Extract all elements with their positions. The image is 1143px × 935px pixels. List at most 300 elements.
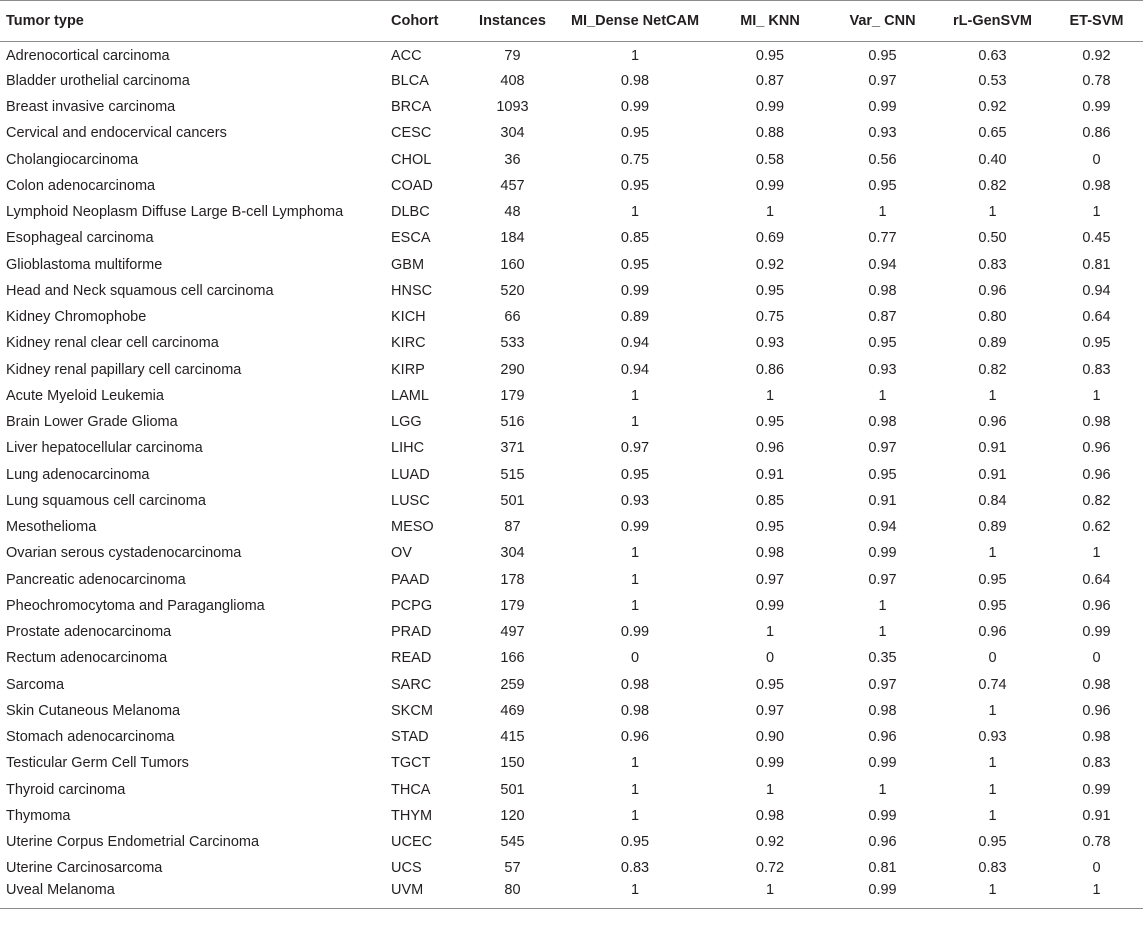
cell-rl-gensvm: 0.40 — [978, 151, 1007, 168]
cell-cohort: BRCA — [391, 99, 432, 116]
cell-cohort: STAD — [391, 729, 429, 746]
cell-var-cnn: 1 — [878, 781, 887, 798]
cell-instances: 371 — [500, 440, 525, 457]
cell-cohort: READ — [391, 650, 432, 667]
cell-mi-knn: 1 — [710, 882, 830, 909]
cell-tumor-type: Bladder urothelial carcinoma — [6, 72, 190, 89]
cell-instances: 57 — [504, 860, 521, 877]
cell-mi-knn: 0.85 — [755, 492, 785, 509]
cell-mi-dense-netcam: 0.95 — [620, 256, 650, 273]
cell-rl-gensvm: 1 — [988, 807, 997, 824]
cell-mi-dense-netcam: 0.94 — [620, 361, 650, 378]
cell-cohort: KIRC — [391, 335, 426, 352]
cell-tumor-type: Acute Myeloid Leukemia — [6, 387, 164, 404]
cell-mi-knn: 0.99 — [755, 755, 785, 772]
cell-var-cnn: 0.95 — [868, 335, 897, 352]
cell-var-cnn: 0.98 — [868, 414, 897, 431]
table-row — [0, 698, 1143, 724]
cell-tumor-type: Glioblastoma multiforme — [6, 256, 163, 273]
cell-instances: 545 — [500, 834, 525, 851]
cell-tumor-type: Breast invasive carcinoma — [6, 99, 176, 116]
cell-mi-knn: 0.96 — [755, 440, 785, 457]
cell-et-svm: 0.95 — [1082, 335, 1111, 352]
cell-tumor-type: Adrenocortical carcinoma — [6, 48, 170, 65]
cell-rl-gensvm: 0.74 — [978, 676, 1007, 693]
cell-var-cnn: 1 — [878, 597, 887, 614]
cell-mi-knn: 0.97 — [755, 702, 785, 719]
cell-mi-dense-netcam: 0.75 — [620, 151, 650, 168]
cell-var-cnn: 0.93 — [868, 361, 897, 378]
cell-mi-dense-netcam: 1 — [630, 48, 640, 65]
cell-instances: 408 — [500, 72, 525, 89]
cell-rl-gensvm: 0.53 — [978, 72, 1007, 89]
cell-mi-knn: 0.90 — [755, 729, 785, 746]
header-cohort: Cohort — [385, 1, 465, 42]
cell-mi-knn: 0.69 — [755, 230, 785, 247]
cell-rl-gensvm: 0.80 — [978, 309, 1007, 326]
cell-tumor-type: Kidney renal clear cell carcinoma — [6, 335, 219, 352]
cell-instances: 179 — [500, 597, 525, 614]
cell-mi-dense-netcam: 0.98 — [620, 702, 650, 719]
cell-tumor-type: Pheochromocytoma and Paraganglioma — [6, 597, 265, 614]
table-row — [0, 435, 1143, 461]
cell-instances: 120 — [500, 807, 525, 824]
cell-mi-knn: 0 — [765, 650, 775, 667]
table-row — [0, 829, 1143, 855]
cell-mi-knn: 0.58 — [755, 151, 785, 168]
cell-et-svm: 0.98 — [1082, 177, 1111, 194]
cell-cohort: KIRP — [391, 361, 425, 378]
cell-instances: 457 — [500, 177, 525, 194]
table-row — [0, 855, 1143, 881]
table-row — [0, 173, 1143, 199]
cell-mi-dense-netcam: 1 — [630, 571, 640, 588]
cell-var-cnn: 0.87 — [868, 309, 897, 326]
cell-mi-dense-netcam: 0.99 — [620, 99, 650, 116]
cell-instances: 178 — [500, 571, 525, 588]
cell-instances: 515 — [500, 466, 525, 483]
table-row — [0, 330, 1143, 356]
cell-var-cnn: 0.97 — [868, 440, 897, 457]
cell-et-svm: 0 — [1092, 151, 1101, 168]
cell-mi-dense-netcam: 0.95 — [620, 125, 650, 142]
cell-var-cnn: 1 — [878, 624, 887, 641]
cell-instances: 87 — [504, 519, 521, 536]
cell-rl-gensvm: 0 — [988, 650, 997, 667]
cell-tumor-type: Brain Lower Grade Glioma — [6, 414, 178, 431]
cell-rl-gensvm: 1 — [988, 387, 997, 404]
table-row — [0, 199, 1143, 225]
cell-rl-gensvm: 1 — [988, 545, 997, 562]
table-row — [0, 462, 1143, 488]
cell-et-svm: 0.64 — [1082, 571, 1111, 588]
cell-cohort: THCA — [391, 781, 431, 798]
cell-tumor-type: Testicular Germ Cell Tumors — [6, 755, 189, 772]
cell-mi-knn: 0.99 — [755, 99, 785, 116]
cell-tumor-type: Kidney Chromophobe — [6, 309, 147, 326]
cell-instances: 501 — [500, 781, 525, 798]
table-row — [0, 882, 1143, 909]
header-rl-gensvm: rL-GenSVM — [935, 1, 1050, 42]
cell-mi-knn: 0.72 — [755, 860, 785, 877]
cell-instances: 184 — [500, 230, 525, 247]
cell-instances: 290 — [500, 361, 525, 378]
cell-mi-dense-netcam: 0.98 — [620, 676, 650, 693]
cell-var-cnn: 0.99 — [830, 882, 935, 909]
cell-var-cnn: 0.99 — [868, 99, 897, 116]
cell-et-svm: 0.45 — [1082, 230, 1111, 247]
cell-et-svm: 0.96 — [1082, 597, 1111, 614]
cell-rl-gensvm: 0.95 — [978, 571, 1007, 588]
cell-cohort: LUSC — [391, 492, 430, 509]
table-row — [0, 383, 1143, 409]
cell-mi-dense-netcam: 1 — [630, 414, 640, 431]
cell-et-svm: 0.62 — [1082, 519, 1111, 536]
table-row — [0, 120, 1143, 146]
cell-mi-dense-netcam: 1 — [630, 781, 640, 798]
cell-var-cnn: 0.81 — [868, 860, 897, 877]
cell-mi-dense-netcam: 0.96 — [620, 729, 650, 746]
cell-tumor-type: Lung adenocarcinoma — [6, 466, 150, 483]
table-row — [0, 619, 1143, 645]
cell-cohort: UCEC — [391, 834, 433, 851]
table-row — [0, 567, 1143, 593]
cell-et-svm: 0.78 — [1082, 72, 1111, 89]
cell-cohort: DLBC — [391, 204, 430, 221]
cell-mi-dense-netcam: 1 — [630, 387, 640, 404]
cell-var-cnn: 0.99 — [868, 807, 897, 824]
cell-tumor-type: Cholangiocarcinoma — [6, 151, 139, 168]
table-row — [0, 304, 1143, 330]
cell-et-svm: 0.64 — [1082, 309, 1111, 326]
cell-cohort: MESO — [391, 519, 434, 536]
cell-instances: 150 — [500, 755, 525, 772]
table-row — [0, 672, 1143, 698]
cell-instances: 516 — [500, 414, 525, 431]
cell-cohort: OV — [391, 545, 412, 562]
table-header — [0, 1, 1143, 42]
cell-instances: 160 — [500, 256, 525, 273]
cell-et-svm: 1 — [1092, 204, 1101, 221]
cell-var-cnn: 0.95 — [868, 177, 897, 194]
table-row — [0, 278, 1143, 304]
cell-cohort: CESC — [391, 125, 432, 142]
cell-var-cnn: 0.94 — [868, 256, 897, 273]
cell-rl-gensvm: 0.96 — [978, 414, 1007, 431]
cell-cohort: BLCA — [391, 72, 429, 89]
table-row — [0, 645, 1143, 671]
cell-tumor-type: Kidney renal papillary cell carcinoma — [6, 361, 242, 378]
cell-instances: 79 — [504, 48, 521, 65]
cell-cohort: KICH — [391, 309, 426, 326]
cell-cohort: COAD — [391, 177, 433, 194]
cell-tumor-type: Prostate adenocarcinoma — [6, 624, 172, 641]
cell-mi-knn: 0.92 — [755, 256, 785, 273]
cell-instances: 304 — [500, 125, 525, 142]
cell-cohort: GBM — [391, 256, 425, 273]
header-mi-knn: MI_ KNN — [710, 1, 830, 42]
cell-mi-knn: 0.86 — [755, 361, 785, 378]
cell-mi-knn: 0.95 — [755, 414, 785, 431]
cell-et-svm: 0.99 — [1082, 624, 1111, 641]
cell-tumor-type: Thyroid carcinoma — [6, 781, 126, 798]
cell-et-svm: 0.96 — [1082, 466, 1111, 483]
cell-et-svm: 1 — [1092, 545, 1101, 562]
cell-mi-dense-netcam: 0.95 — [620, 177, 650, 194]
cell-tumor-type: Sarcoma — [6, 676, 65, 693]
cell-var-cnn: 0.95 — [868, 48, 897, 65]
cell-rl-gensvm: 0.92 — [978, 99, 1007, 116]
cell-et-svm: 0.82 — [1082, 492, 1111, 509]
cell-mi-dense-netcam: 1 — [630, 597, 640, 614]
cell-rl-gensvm: 0.82 — [978, 361, 1007, 378]
cell-tumor-type: Ovarian serous cystadenocarcinoma — [6, 545, 242, 562]
table-row — [0, 409, 1143, 435]
table-row — [0, 42, 1143, 68]
cell-var-cnn: 0.95 — [868, 466, 897, 483]
cell-tumor-type: Uterine Corpus Endometrial Carcinoma — [6, 834, 260, 851]
cell-mi-knn: 1 — [765, 387, 775, 404]
table-row — [0, 488, 1143, 514]
cell-instances: 520 — [500, 282, 525, 299]
cell-mi-dense-netcam: 0.97 — [620, 440, 650, 457]
cell-var-cnn: 1 — [878, 387, 887, 404]
cell-mi-knn: 0.87 — [755, 72, 785, 89]
cell-cohort: HNSC — [391, 282, 433, 299]
cell-rl-gensvm: 0.83 — [978, 256, 1007, 273]
cell-var-cnn: 0.97 — [868, 571, 897, 588]
cell-rl-gensvm: 0.93 — [978, 729, 1007, 746]
cell-et-svm: 0.94 — [1082, 282, 1111, 299]
cell-instances: 48 — [504, 204, 521, 221]
table-row — [0, 357, 1143, 383]
cell-et-svm: 0.78 — [1082, 834, 1111, 851]
table-row — [0, 724, 1143, 750]
cell-mi-dense-netcam: 1 — [630, 755, 640, 772]
header-instances: Instances — [465, 1, 560, 42]
table-row — [0, 252, 1143, 278]
cell-mi-knn: 0.95 — [755, 48, 785, 65]
cell-var-cnn: 0.77 — [868, 230, 897, 247]
cell-mi-knn: 0.92 — [755, 834, 785, 851]
cell-mi-knn: 0.98 — [755, 807, 785, 824]
cell-rl-gensvm: 0.89 — [978, 519, 1007, 536]
cell-et-svm: 0.96 — [1082, 702, 1111, 719]
cell-cohort: SARC — [391, 676, 432, 693]
cell-mi-knn: 1 — [765, 204, 775, 221]
cell-rl-gensvm: 0.96 — [978, 624, 1007, 641]
cell-et-svm: 0.98 — [1082, 676, 1111, 693]
cell-mi-dense-netcam: 0.93 — [620, 492, 650, 509]
table-row — [0, 94, 1143, 120]
cell-rl-gensvm: 0.96 — [978, 282, 1007, 299]
cell-et-svm: 0.99 — [1082, 781, 1111, 798]
cell-rl-gensvm: 0.50 — [978, 230, 1007, 247]
cell-mi-knn: 0.88 — [755, 125, 785, 142]
cell-instances: 497 — [500, 624, 525, 641]
cell-rl-gensvm: 0.82 — [978, 177, 1007, 194]
cell-mi-dense-netcam: 0.95 — [620, 466, 650, 483]
cell-var-cnn: 0.56 — [868, 151, 897, 168]
cell-tumor-type: Uveal Melanoma — [0, 882, 385, 909]
cell-mi-dense-netcam: 1 — [630, 204, 640, 221]
cell-instances: 36 — [504, 151, 521, 168]
cell-rl-gensvm: 1 — [988, 204, 997, 221]
table-row — [0, 514, 1143, 540]
cell-cohort: LIHC — [391, 440, 425, 457]
cell-mi-dense-netcam: 0 — [630, 650, 640, 667]
cell-instances: 66 — [504, 309, 521, 326]
cell-rl-gensvm: 0.95 — [978, 597, 1007, 614]
cell-var-cnn: 0.97 — [868, 72, 897, 89]
cell-tumor-type: Lung squamous cell carcinoma — [6, 492, 206, 509]
cell-tumor-type: Rectum adenocarcinoma — [6, 650, 168, 667]
cell-cohort: LUAD — [391, 466, 430, 483]
cell-rl-gensvm: 1 — [988, 755, 997, 772]
cell-tumor-type: Liver hepatocellular carcinoma — [6, 440, 203, 457]
cell-et-svm: 1 — [1092, 387, 1101, 404]
cell-rl-gensvm: 0.89 — [978, 335, 1007, 352]
cell-instances: 304 — [500, 545, 525, 562]
cell-rl-gensvm: 1 — [935, 882, 1050, 909]
cell-rl-gensvm: 0.95 — [978, 834, 1007, 851]
cell-mi-dense-netcam: 0.89 — [620, 309, 650, 326]
header-mi-dense-netcam: MI_Dense NetCAM — [560, 1, 710, 42]
header-tumor-type: Tumor type — [0, 1, 385, 42]
cell-mi-dense-netcam: 0.85 — [620, 230, 650, 247]
table-row — [0, 540, 1143, 566]
cell-mi-knn: 0.98 — [755, 545, 785, 562]
cell-mi-knn: 0.75 — [755, 309, 785, 326]
table-row — [0, 225, 1143, 251]
cell-cohort: CHOL — [391, 151, 432, 168]
cell-cohort: TGCT — [391, 755, 431, 772]
cell-instances: 259 — [500, 676, 525, 693]
cell-mi-knn: 0.95 — [755, 519, 785, 536]
cell-et-svm: 0.92 — [1082, 48, 1111, 65]
cell-mi-knn: 1 — [765, 624, 775, 641]
table-row — [0, 803, 1143, 829]
cell-et-svm: 0.86 — [1082, 125, 1111, 142]
cell-cohort: LGG — [391, 414, 422, 431]
cell-rl-gensvm: 1 — [988, 702, 997, 719]
cell-rl-gensvm: 0.91 — [978, 440, 1007, 457]
cell-et-svm: 0.98 — [1082, 729, 1111, 746]
table-row — [0, 147, 1143, 173]
cell-var-cnn: 0.94 — [868, 519, 897, 536]
table-row — [0, 68, 1143, 94]
cell-tumor-type: Uterine Carcinosarcoma — [6, 860, 163, 877]
cell-cohort: UCS — [391, 860, 422, 877]
cell-mi-knn: 0.95 — [755, 676, 785, 693]
cell-cohort: PCPG — [391, 597, 433, 614]
cell-et-svm: 0.83 — [1082, 755, 1111, 772]
cell-et-svm: 0.98 — [1082, 414, 1111, 431]
cell-cohort: LAML — [391, 387, 429, 404]
cell-instances: 533 — [500, 335, 525, 352]
cell-mi-knn: 0.93 — [755, 335, 785, 352]
table-body — [0, 42, 1143, 909]
cell-tumor-type: Skin Cutaneous Melanoma — [6, 702, 181, 719]
cell-var-cnn: 0.99 — [868, 545, 897, 562]
cell-var-cnn: 0.91 — [868, 492, 897, 509]
cell-instances: 469 — [500, 702, 525, 719]
cell-var-cnn: 0.93 — [868, 125, 897, 142]
cell-cohort: ESCA — [391, 230, 431, 247]
cell-et-svm: 0.96 — [1082, 440, 1111, 457]
cell-tumor-type: Lymphoid Neoplasm Diffuse Large B-cell Lymphoma — [6, 204, 344, 221]
cell-var-cnn: 0.35 — [868, 650, 897, 667]
cell-var-cnn: 0.96 — [868, 834, 897, 851]
cell-var-cnn: 1 — [878, 204, 887, 221]
cell-instances: 179 — [500, 387, 525, 404]
cell-tumor-type: Colon adenocarcinoma — [6, 177, 156, 194]
cell-mi-knn: 1 — [765, 781, 775, 798]
cell-instances: 166 — [500, 650, 525, 667]
cell-et-svm: 0.81 — [1082, 256, 1111, 273]
cell-cohort: UVM — [385, 882, 465, 909]
cell-et-svm: 0.99 — [1082, 99, 1111, 116]
table-row — [0, 777, 1143, 803]
cell-tumor-type: Mesothelioma — [6, 519, 97, 536]
cell-mi-dense-netcam: 0.99 — [620, 282, 650, 299]
cell-tumor-type: Cervical and endocervical cancers — [6, 125, 227, 142]
cell-var-cnn: 0.98 — [868, 702, 897, 719]
cell-tumor-type: Thymoma — [6, 807, 71, 824]
table-row — [0, 593, 1143, 619]
cell-cohort: PAAD — [391, 571, 430, 588]
cell-mi-dense-netcam: 0.99 — [620, 519, 650, 536]
cell-mi-dense-netcam: 0.98 — [620, 72, 650, 89]
cell-et-svm: 0 — [1092, 650, 1101, 667]
cell-mi-dense-netcam: 0.83 — [620, 860, 650, 877]
cell-instances: 415 — [500, 729, 525, 746]
cell-rl-gensvm: 0.91 — [978, 466, 1007, 483]
cell-var-cnn: 0.98 — [868, 282, 897, 299]
cell-instances: 80 — [465, 882, 560, 909]
cell-mi-knn: 0.91 — [755, 466, 785, 483]
cell-rl-gensvm: 0.63 — [978, 48, 1007, 65]
table-row — [0, 750, 1143, 776]
cell-rl-gensvm: 0.83 — [978, 860, 1007, 877]
cell-mi-dense-netcam: 1 — [630, 545, 640, 562]
cell-rl-gensvm: 0.84 — [978, 492, 1007, 509]
cell-et-svm: 0.91 — [1082, 807, 1111, 824]
cell-cohort: PRAD — [391, 624, 432, 641]
cell-mi-knn: 0.95 — [755, 282, 785, 299]
cell-mi-dense-netcam: 0.94 — [620, 335, 650, 352]
cell-tumor-type: Stomach adenocarcinoma — [6, 729, 175, 746]
cell-mi-knn: 0.99 — [755, 177, 785, 194]
header-et-svm: ET-SVM — [1050, 1, 1143, 42]
cell-tumor-type: Head and Neck squamous cell carcinoma — [6, 282, 274, 299]
cell-et-svm: 0.83 — [1082, 361, 1111, 378]
cell-tumor-type: Pancreatic adenocarcinoma — [6, 571, 186, 588]
cell-mi-knn: 0.99 — [755, 597, 785, 614]
cell-mi-dense-netcam: 0.99 — [620, 624, 650, 641]
header-var-cnn: Var_ CNN — [830, 1, 935, 42]
cell-rl-gensvm: 0.65 — [978, 125, 1007, 142]
cell-rl-gensvm: 1 — [988, 781, 997, 798]
cell-mi-dense-netcam: 0.95 — [620, 834, 650, 851]
cell-et-svm: 1 — [1050, 882, 1143, 909]
cell-var-cnn: 0.97 — [868, 676, 897, 693]
header-row — [0, 1, 1143, 42]
cell-mi-dense-netcam: 1 — [560, 882, 710, 909]
cell-cohort: ACC — [391, 48, 422, 65]
cell-var-cnn: 0.99 — [868, 755, 897, 772]
cell-tumor-type: Esophageal carcinoma — [6, 230, 154, 247]
